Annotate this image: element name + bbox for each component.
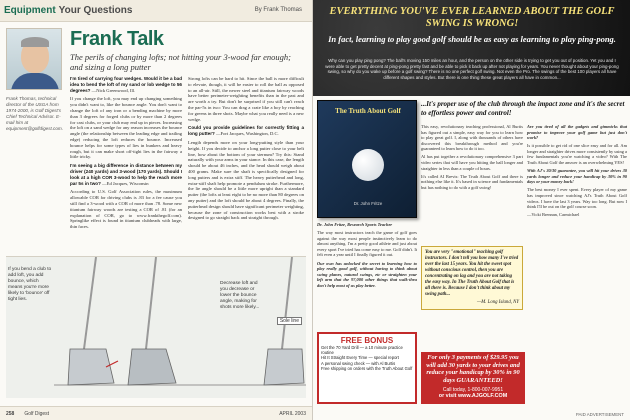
testimonial-quote [421,246,523,310]
advertisement-label: PAID ADVERTISEMENT [575,412,624,417]
illustration-caption-2: Decrease loft and you decrease or lower the bounce angle, making for shots more likely... [220,281,260,310]
author-shirt [11,73,59,90]
byline: By Frank Thomas [254,7,302,13]
answer-paragraph: Strong lofts can be hard to hit. Since the ball is more difficult to elevate, though, it will be easier to roll the ball as opposed to an all-air. Still, the newer steel and titanium fairway woods have better perimeter-weighting benefits than in the past and are worth a try. But don't be surprised if you still can't reach the par-5s in two: You can drag a crate like a boy by reaching for greens in three shots. Maybe what you really need is a new wedge. [188,76,304,122]
order-website-link[interactable]: or visit www.AJGOLF.COM [438,393,508,399]
bonus-item: Get the 70 Yard Drill — a 10 minute practice routine [321,345,403,356]
ad-paragraph: With AJ's 30/30 guarantee, you will hit your drives 30 yards longer and reduce your handicap by 30% in 90 days or your money back! [527,168,627,185]
question-paragraph [70,163,182,186]
order-phone[interactable]: Call today, 1-800-007-9951 [442,387,504,393]
question-paragraph [188,125,304,137]
section-header [0,0,312,22]
question-text: I'm tired of carrying four wedges. Would it be a bad idea to bend the loft of my sand or lob wedge to 56 degrees? [70,76,182,93]
ad-column-1 [317,222,417,291]
author-hair [21,37,49,47]
ad-paragraph: The best money I ever spent. Every player of my game has improved since watching AJ's Truth About Golf videos. I have the last 3 years. Way too long. But now I think I'll be out on the golf course soon. [527,187,627,210]
ad-paragraph: It's called AI Brevis: The Truth About Golf and there is nothing else like it. It's based in science and fundamentals but has nothing to do with a golf swing! [421,173,523,190]
ad-banner [313,0,630,96]
author-photo [6,28,62,90]
ad-headline: EVERYTHING YOU'VE EVER LEARNED ABOUT THE GOLF SWING IS WRONG! [329,6,615,29]
ad-column-3 [527,124,627,220]
ad-paragraph: The way most instructors teach the game of golf goes against the way most people instinctively learn to do almost anything. I'm a pretty good athlete and just about every sport I've tried has come easy to me. Golf didn't. It felt even a year until I finally figured it out. [317,230,417,258]
golf-ball-image [352,149,384,181]
wedge-club-2 [128,257,176,385]
video-title: The Truth About Golf [335,107,401,115]
section-name: Equipment [4,5,56,16]
video-caption: Dr. John Fritze [353,201,383,206]
ad-paragraph: Our own has unlocked the secret to learning how to play really good golf, without having to think about swing planes, natural swings, etc or straighten your left arm that the 97,000 other things that walk-thru don't help most of us play better. [317,260,417,288]
left-page [0,0,312,420]
article-column-1 [70,76,182,233]
ad-paragraph: —Vicki Brennan, Carmichael [527,212,580,218]
author-note: Frank Thomas, technical director of the USGA from 1974-2000, is Golf Digest's Chief Technical Advisor. E-mail him at equipment@golfdigest.com. [6,96,64,131]
answer-paragraph: Length depends more on your long-putting style than your height. If you decide to anchor a long putter close to your belt line, how about the bottom of your sternum? Try this: Stand naturally with your arms in your stance. In this case, the length should be about 46 inches, and the head should weigh about 400 grams. Make sure the shaft is specifically designed for long putters and is extra stiff. The heavy putterhead and long, extra-stiff shaft help promote a pendulum stroke. Furthermore, the lie angle should be a little more upright than a standard putter (the lofts at least eight to be no more than 80 degrees on any putter) and the loft should be about 4 degrees. Finally, the putterhead design should have significant perimeter weighting, because the zone of construction works best with a stroke designed to go straight back and straight through. [188,139,304,221]
ad-paragraph: Al has put together a revolutionary comprehensive 3 part video series that will have you hitting the ball longer and straighter in less than a couple of hours. [421,154,523,171]
article-column-2 [188,76,304,224]
quote-text: You are very "emotional" teaching golf instructors. I don't tell you how many I've tried over the last 15 years. You hit the sweet spot without conscious control, then you are concentrating on lag and you are not taking the easy way. In The Truth About Golf that is all there is. Because I don't think about my swing path... [425,250,519,297]
bonus-item: Hit It Straight Every Time — special report [321,355,399,361]
answer-paragraph: If you change the loft, you may end up changing something you didn't want to, like the bounce angle. You don't want to change the loft of any iron or a bending machine by more than 3 degrees for forged clubs or by more than 2 degrees for cast clubs, or your club may end up in pieces. Increasing the loft on a sand wedge for any reason increases the bounce angle (the relationship between the leading edge and trailing edge) reducing the loft reduces the bounce. Increased bounce helps for some types of lies in bunkers and heavy rough, but it can make short off-tight lies in the fairway a little tricky. [70,96,182,160]
ad-paragraph: Are you tired of all the gadgets and gimmicks that promise to improve your golf game but just don't work? [527,124,627,141]
question-author: —Fort Jacques, Washington, D.C. [215,131,279,137]
magazine-name: Golf Digest [24,411,50,417]
illustration-caption-1: If you bend a club to add loft, you add bounce, which means you're more likely to 'bounce' off tight lies. [8,267,52,302]
page-footer [0,406,312,420]
ad-intro: Why can you play ping pong? The ball's moving 150 miles an hour, and the person on the other side is trying to get you out of position. Yet you and I were able to get pretty decent at ping-pong pretty fast and be able to pick it back up after not playing for years. You never thought about your ping-pong swing, so why do you wake up before a golf swing? There is no one perfect golf swing. Not even the Pro. The swings of the best 100 players all have different shapes and styles. But there is one thing these great players all have in common... [325,58,619,80]
free-bonus-box [317,332,417,404]
question-paragraph [70,76,182,93]
sole-line-label: Sole line [277,317,302,325]
answer-paragraph: According to U.S. Golf Association rules, the maximum allowable COR for driving clubs is .83 for a fee cause you still find a 3-wood with a COR of more than .78. Some new titanium fairway woods are testing a COR of .81 (for an explanation of COR, go to www.frankthegolf.com). Springlike effect is found in titanium clubheads with large, thin faces. [70,189,182,230]
right-page-advertisement [312,0,630,420]
question-text: I'm seeing a big difference in distance between my driver (240 yards) and 3-wood (170 yards). Should I look at a high COR 3-wood to help the reach more par 5s in two? [70,163,182,186]
ad-paragraph: Is it possible to get rid of one slice easy and for all. Am longer and straighter drives more consistently by using a few fundamentals you're watching a video? With The Truth About Golf the answer is an overwhelming YES! [527,143,627,166]
question-text: Could you provide guidelines for correctly fitting a long putter? [188,125,304,137]
bonus-list [321,345,413,371]
ad-paragraph: This easy, revolutionary teaching professional, Al Burtis has figured out a simple, easy way for you to learn how to play great golf. I, along with thousands of others have discovered this breakthrough method and you're guaranteed to learn how to do it too. [421,124,523,152]
quote-citation: —M. Long Island, NY [477,300,519,305]
bonus-item: Free shipping on orders with the Truth About Golf [321,365,413,371]
article-headline: Frank Talk [70,28,164,50]
ad-tagline: ...It's proper use of the club through the impact zone and it's the secret to effortless power and control! [421,100,625,117]
question-author: —Nick Greenwood, Ill. [91,87,136,93]
wedge-illustration [6,256,306,398]
order-box[interactable] [421,352,525,404]
section-label [4,5,132,16]
order-offer: For only 3 payments of $29.95 you will add 30 yards to your drives and reduce your handicap by 30% in 90 days GUARANTEED! [426,354,520,384]
ad-subhead: In fact, learning to play good golf should be as easy as learning to play ping-pong. [328,34,616,44]
section-subtitle: Your Questions [58,5,133,16]
video-box-cover [317,100,417,218]
question-author: —Ed Jacques, Wisconsin [102,180,149,186]
page-number: 258 [6,411,15,417]
article-deck: The perils of changing lofts; not hitting your 3-wood far enough; and sizing a long putter [70,52,291,72]
ad-paragraph: Dr. John Fritze, Research Sports Teacher [317,222,393,227]
ad-column-2 [421,124,523,193]
bonus-item: A personal swing check — with Al Burtis [321,360,396,366]
issue-date: APRIL 2003 [279,411,306,417]
bonus-title: FREE BONUS [340,336,394,345]
